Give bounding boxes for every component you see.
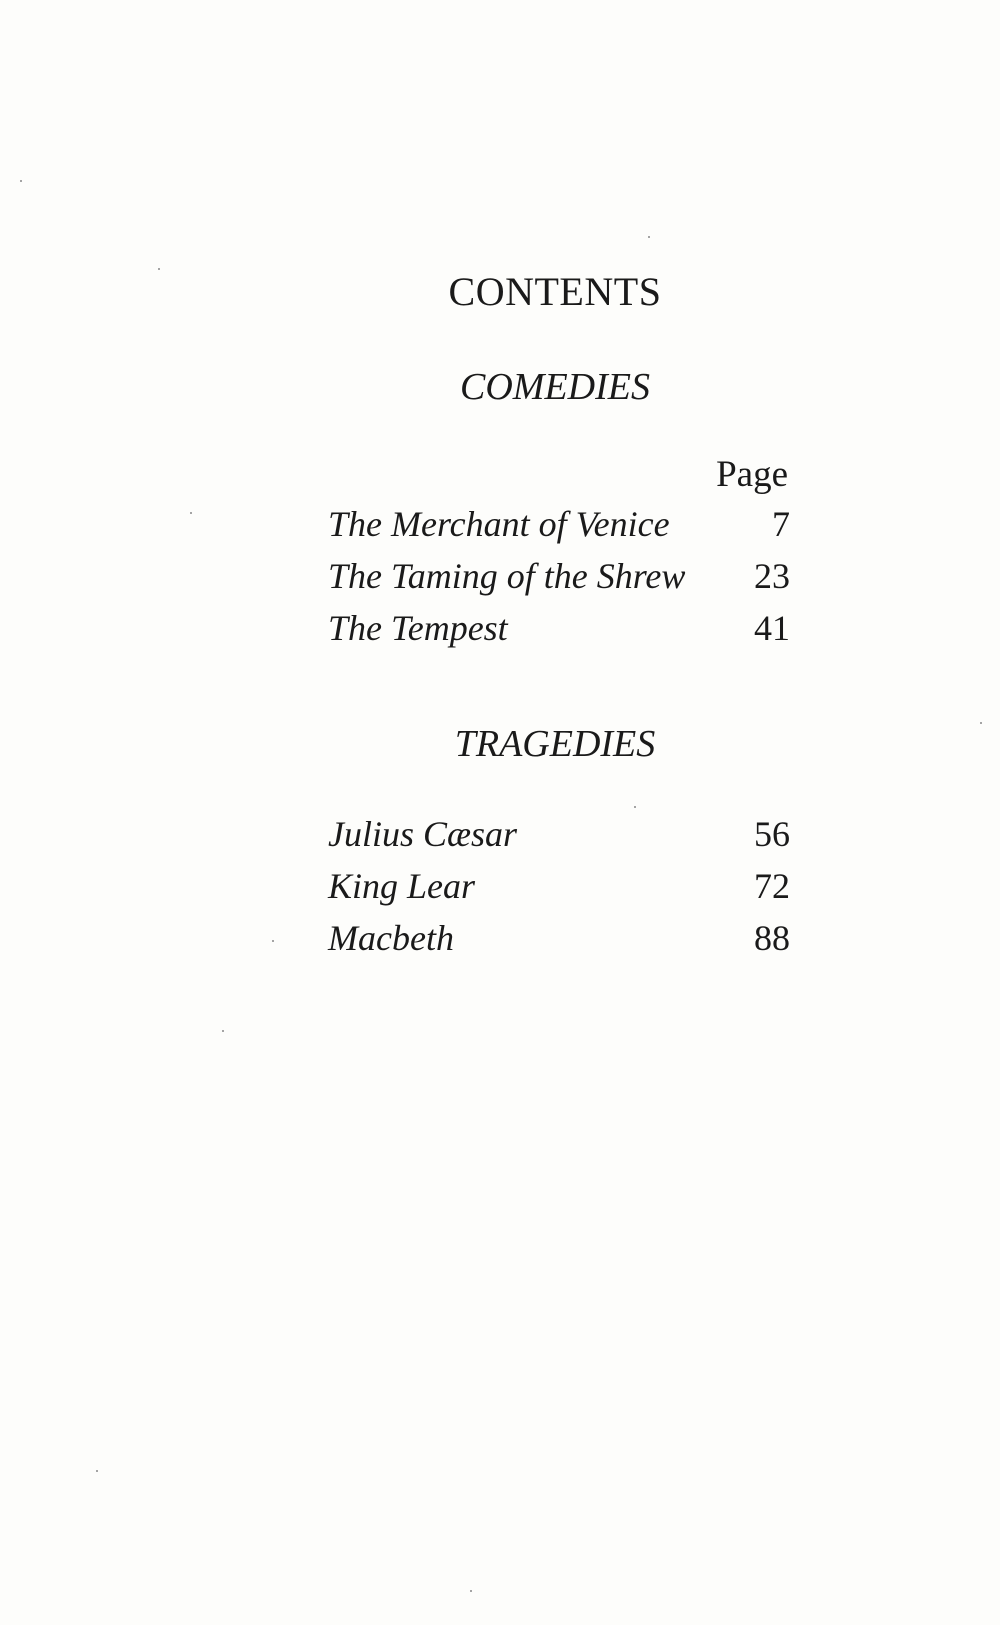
- toc-entry-page: 88: [754, 918, 790, 958]
- comedies-list: [328, 503, 790, 659]
- tragedies-list: [328, 813, 790, 969]
- toc-entry-title: The Taming of the Shrew: [328, 556, 686, 596]
- toc-entry: [328, 917, 790, 969]
- toc-entry: [328, 607, 790, 659]
- contents-title: CONTENTS: [448, 269, 662, 314]
- toc-entry-title: King Lear: [328, 866, 476, 906]
- toc-entry-page: 56: [754, 814, 790, 854]
- toc-entry: [328, 503, 790, 555]
- scan-speck: [96, 1470, 98, 1472]
- toc-entry-page: 41: [754, 608, 790, 648]
- section-heading-comedies: COMEDIES: [460, 366, 650, 408]
- toc-entry: [328, 865, 790, 917]
- toc-entry-page: 72: [754, 866, 790, 906]
- toc-entry: [328, 555, 790, 607]
- scan-speck: [470, 1590, 472, 1592]
- toc-entry-title: Julius Cæsar: [328, 814, 518, 854]
- scan-speck: [648, 236, 650, 238]
- scan-speck: [272, 940, 274, 942]
- toc-entry-title: Macbeth: [328, 918, 454, 958]
- scan-speck: [980, 722, 982, 724]
- toc-entry-page: 7: [772, 504, 790, 544]
- section-heading-tragedies: TRAGEDIES: [454, 723, 656, 765]
- scan-speck: [20, 180, 22, 182]
- scan-speck: [634, 806, 636, 808]
- page-column-label: Page: [716, 454, 788, 495]
- scan-speck: [190, 512, 192, 514]
- toc-entry: [328, 813, 790, 865]
- toc-entry-title: The Merchant of Venice: [328, 504, 670, 544]
- scan-speck: [222, 1030, 224, 1032]
- scan-speck: [158, 268, 160, 270]
- toc-entry-title: The Tempest: [328, 608, 508, 648]
- toc-entry-page: 23: [754, 556, 790, 596]
